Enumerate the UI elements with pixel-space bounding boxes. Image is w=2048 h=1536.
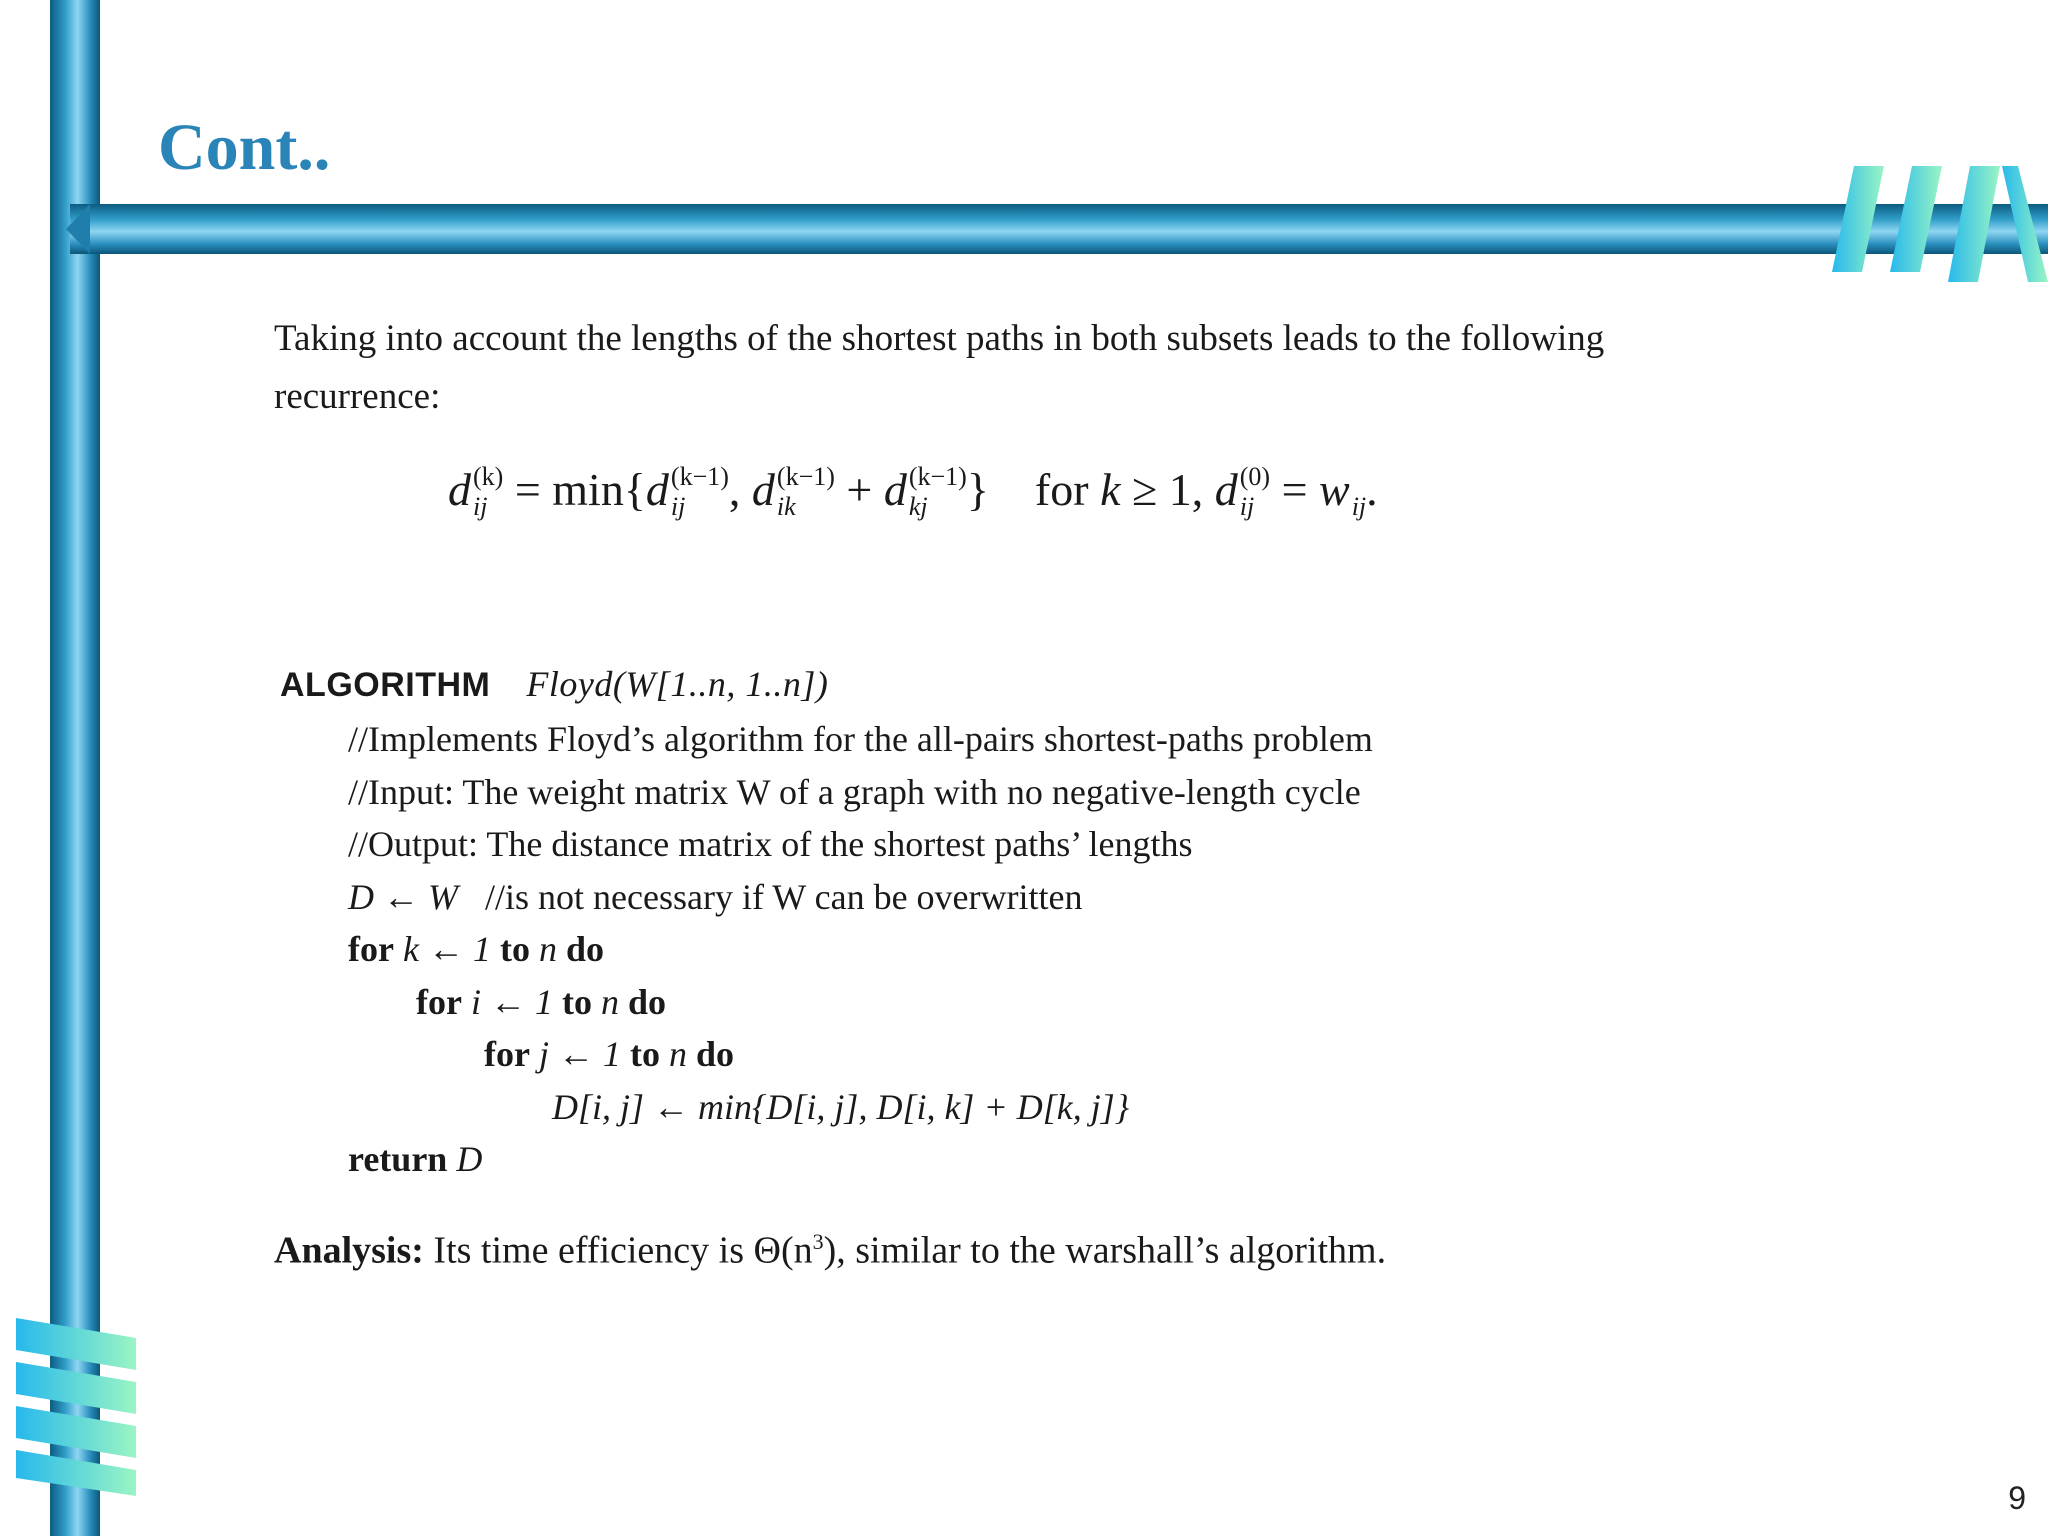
formula-term2-sub: ik [776,492,796,522]
formula-w-indices [1352,464,1366,520]
return-line [280,1133,1580,1186]
formula-w: w [1319,464,1350,515]
algorithm-heading [280,660,1580,709]
formula-base-indices [1240,464,1270,520]
horizontal-bar-tip [66,204,90,254]
stripes-corner-icon [10,1318,142,1496]
algorithm-block [280,660,1580,1186]
assign-statement: D ← W [348,876,458,917]
algorithm-comment: //Implements Floyd’s algorithm for the all-pairs shortest-paths problem [348,719,1373,759]
slide-title: Cont.. [158,111,331,184]
formula-term3-indices [909,464,967,520]
do-keyword: do [565,929,604,969]
for-i-bound: n [600,981,619,1022]
to-keyword: to [499,929,530,969]
formula-term2-indices [777,464,835,520]
do-keyword: do [627,981,667,1022]
algorithm-assign-line [280,871,1580,924]
to-keyword: to [561,981,592,1022]
for-k-init: k ← 1 [402,929,491,969]
formula-lhs-indices [473,464,503,520]
formula-period: . [1366,464,1378,515]
formula-base-sup: (0) [1239,462,1271,492]
horizontal-accent-bar [70,204,2048,254]
formula-min: = min{ [514,464,646,515]
formula-term3: d [883,464,907,515]
analysis-line [274,1214,1386,1279]
algorithm-signature: Floyd(W[1..n, 1..n]) [526,664,829,704]
recurrence-formula [448,460,1378,522]
formula-lhs-sup: (k) [473,462,504,492]
analysis-label: Analysis: [274,1229,424,1272]
for-i-line [280,976,1580,1029]
for-keyword: for [348,929,394,969]
return-keyword: return [348,1139,448,1179]
formula-lhs-sub: ij [473,492,488,522]
update-line [280,1081,1580,1134]
intro-paragraph: Taking into account the lengths of the shortest paths in both subsets leads to the following recurrence: [274,318,1605,417]
for-k-bound: n [538,929,557,969]
assign-comment: //is not necessary if W can be overwritten [485,876,1083,917]
formula-w-sup-empty [1352,464,1366,490]
formula-term2: d [751,464,775,515]
formula-base: d [1214,464,1238,515]
for-keyword: for [416,981,462,1022]
algorithm-comment: //Input: The weight matrix W of a graph with no negative-length cycle [348,771,1361,812]
for-k-line [280,923,1580,976]
formula-close-brace: } [966,464,989,515]
analysis-exponent: 3 [812,1229,824,1254]
do-keyword: do [695,1034,735,1074]
for-j-bound: n [668,1034,687,1074]
return-value: D [456,1139,483,1179]
formula-plus: + [846,464,873,515]
for-i-init: i ← 1 [470,981,553,1022]
formula-term3-sup: (k−1) [908,462,967,492]
formula-base-eq: = [1281,464,1308,515]
algorithm-keyword: ALGORITHM [280,666,491,704]
formula-term3-sub: kj [908,492,928,522]
formula-for: for [1034,464,1089,515]
formula-w-sub: ij [1351,492,1367,522]
formula-term1-sup: (k−1) [670,462,729,492]
for-keyword: for [484,1034,530,1074]
to-keyword: to [629,1034,660,1074]
formula-condition: ≥ 1, [1131,464,1204,515]
formula-comma: , [728,464,741,515]
analysis-text-after: ), similar to the warshall’s algorithm. [823,1229,1387,1272]
analysis-text-before: Its time efficiency is Θ(n [423,1229,813,1272]
formula-term1: d [645,464,669,515]
for-j-line [280,1028,1580,1081]
formula-term1-sub: ij [670,492,686,522]
algorithm-comment: //Output: The distance matrix of the shortest paths’ lengths [348,824,1193,864]
formula-base-sub: ij [1239,492,1255,522]
stripes-logo-icon [1832,160,2048,286]
page-number: 9 [2008,1480,2026,1516]
formula-term1-indices [671,464,729,520]
for-j-init: j ← 1 [538,1034,621,1074]
formula-term2-sup: (k−1) [776,462,835,492]
update-statement: D[i, j] ← min{D[i, j], D[i, k] + D[k, j]} [552,1086,1130,1127]
formula-lhs: d [448,464,471,515]
formula-k: k [1100,464,1121,515]
